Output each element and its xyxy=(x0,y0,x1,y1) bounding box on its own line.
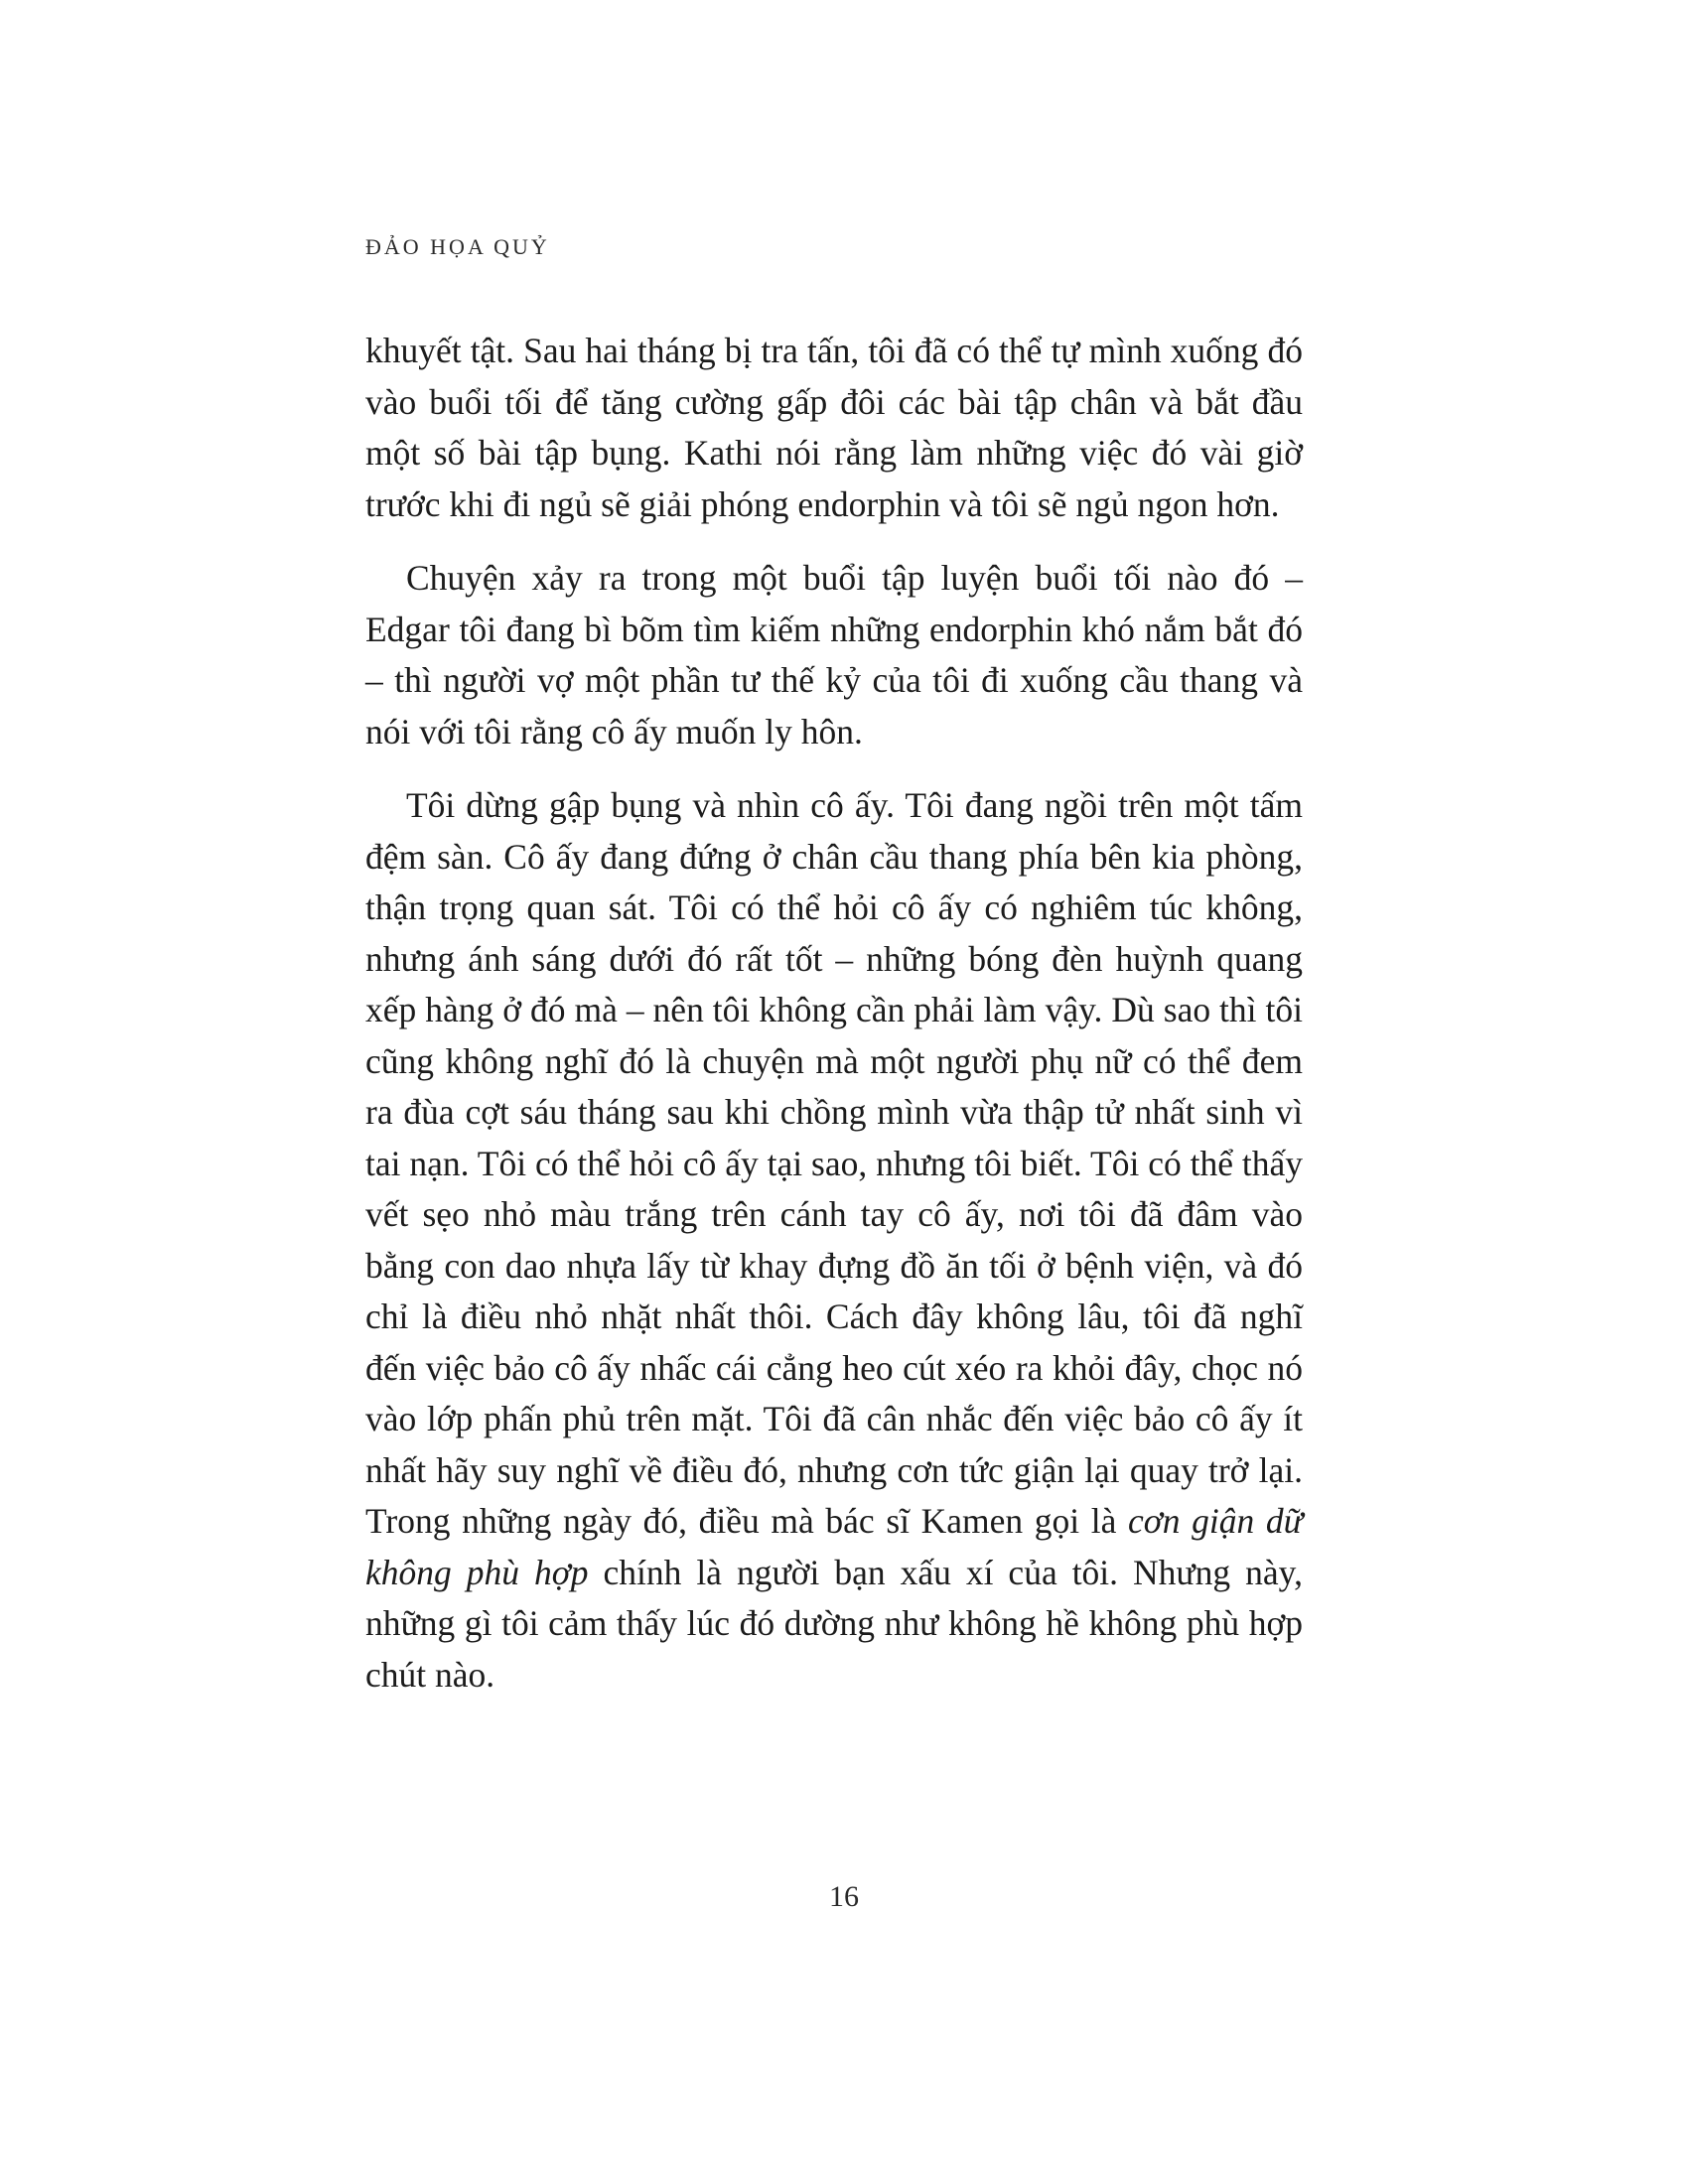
paragraph-3-text-after: chính là người bạn xấu xí của tôi. Nhưng này, những gì tôi cảm thấy lúc đó dường như không hề không phù hợp chút nào. xyxy=(365,1552,1304,1695)
paragraph-3 xyxy=(365,780,1303,1701)
paragraph-1: khuyết tật. Sau hai tháng bị tra tấn, tôi đã có thể tự mình xuống đó vào buổi tối để tăng cường gấp đôi các bài tập chân và bắt đầu một số bài tập bụng. Kathi nói rằng làm những việc đó vài giờ trước khi đi ngủ sẽ giải phóng endorphin và tôi sẽ ngủ ngon hơn. xyxy=(365,331,1303,524)
paragraph-3-text-before: Tôi dừng gập bụng và nhìn cô ấy. Tôi đang ngồi trên một tấm đệm sàn. Cô ấy đang đứng ở chân cầu thang phía bên kia phòng, thận trọng quan sát. Tôi có thể hỏi cô ấy có nghiêm túc không, nhưng ánh sáng dưới đó rất tốt – những bóng đèn huỳnh quang xếp hàng ở đó mà – nên tôi không cần phải làm vậy. Dù sao thì tôi cũng không nghĩ đó là chuyện mà một người phụ nữ có thể đem ra đùa cợt sáu tháng sau khi chồng mình vừa thập tử nhất sinh vì tai nạn. Tôi có thể hỏi cô ấy tại sao, nhưng tôi biết. Tôi có thể thấy vết sẹo nhỏ màu trắng trên cánh tay cô ấy, nơi tôi đã đâm vào bằng con dao nhựa lấy từ khay đựng đồ ăn tối ở bệnh viện, và đó chỉ là điều nhỏ nhặt nhất thôi. Cách đây không lâu, tôi đã nghĩ đến việc bảo cô ấy nhấc cái cẳng heo cút xéo ra khỏi đây, chọc nó vào lớp phấn phủ trên mặt. Tôi đã cân nhắc đến việc bảo cô ấy ít nhất hãy suy nghĩ về điều đó, nhưng cơn tức giận lại quay trở lại. Trong những ngày đó, điều mà bác sĩ Kamen gọi là xyxy=(365,785,1303,1541)
running-head: ĐẢO HỌA QUỶ xyxy=(365,234,550,259)
page-number: 16 xyxy=(829,1880,859,1913)
body-text xyxy=(365,326,1303,1723)
paragraph-2: Chuyện xảy ra trong một buổi tập luyện buổi tối nào đó – Edgar tôi đang bì bõm tìm kiếm những endorphin khó nắm bắt đó – thì người vợ một phần tư thế kỷ của tôi đi xuống cầu thang và nói với tôi rằng cô ấy muốn ly hôn. xyxy=(365,558,1303,751)
paragraph-3-italic-phrase: cơn giận dữ không phù hợp xyxy=(365,1501,1303,1592)
